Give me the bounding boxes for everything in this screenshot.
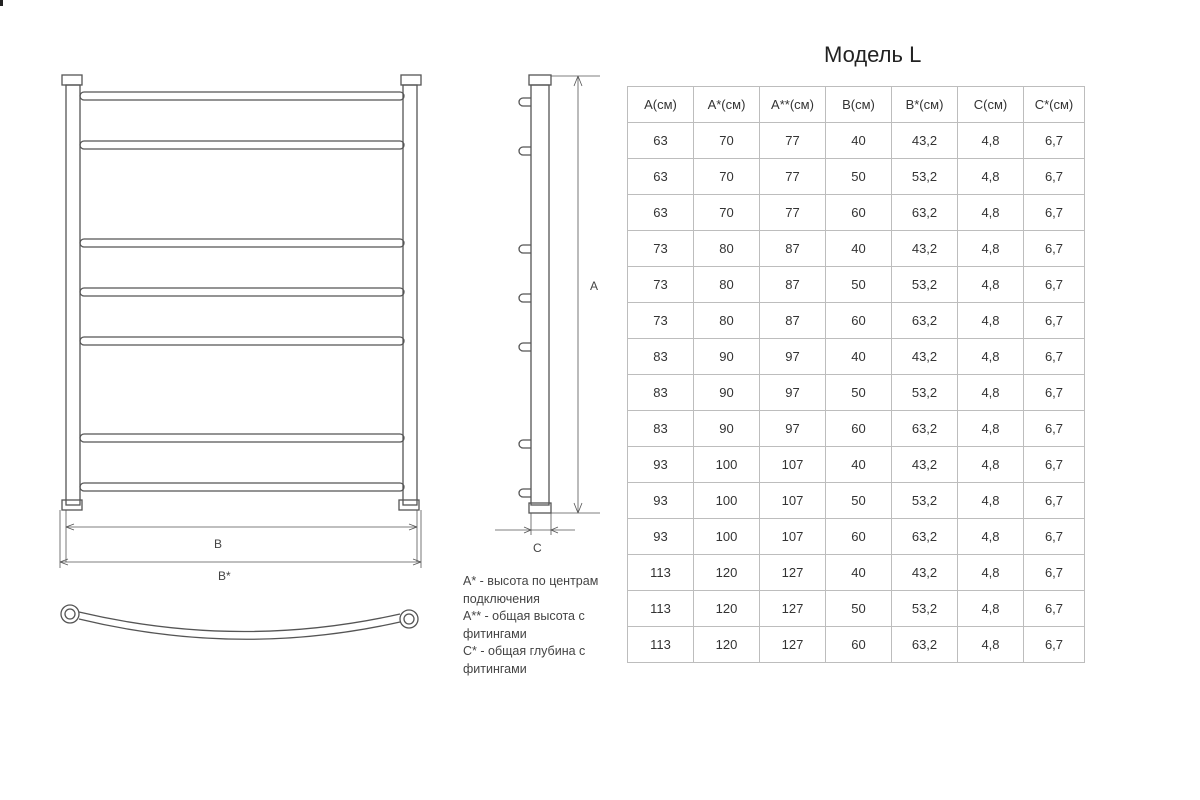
rung [80,483,404,491]
table-cell: 4,8 [958,411,1024,447]
table-cell: 63,2 [892,411,958,447]
table-cell: 50 [826,375,892,411]
column-header: B*(см) [892,87,958,123]
table-row [628,303,1085,339]
table-row [628,591,1085,627]
right-post-cap [401,75,421,85]
rung [80,239,404,247]
table-cell: 4,8 [958,555,1024,591]
table-cell: 6,7 [1024,627,1085,663]
table-row [628,555,1085,591]
table-cell: 40 [826,339,892,375]
table-cell: 100 [694,447,760,483]
table-cell: 40 [826,447,892,483]
table-cell: 63,2 [892,627,958,663]
table-cell: 4,8 [958,339,1024,375]
table-cell: 107 [760,447,826,483]
notes [463,573,628,678]
table-cell: 43,2 [892,447,958,483]
table-cell: 6,7 [1024,447,1085,483]
table-row [628,411,1085,447]
table-cell: 93 [628,483,694,519]
table-cell: 6,7 [1024,123,1085,159]
column-header: C*(см) [1024,87,1085,123]
table-row [628,627,1085,663]
table-cell: 63 [628,123,694,159]
table-cell: 6,7 [1024,195,1085,231]
table-cell: 73 [628,267,694,303]
table-cell: 60 [826,411,892,447]
table-cell: 50 [826,159,892,195]
table-cell: 4,8 [958,267,1024,303]
table-cell: 6,7 [1024,519,1085,555]
table-header-row [628,87,1085,123]
table-cell: 53,2 [892,267,958,303]
column-header: A*(см) [694,87,760,123]
table-cell: 87 [760,303,826,339]
left-post-cap [62,75,82,85]
table-cell: 93 [628,447,694,483]
table-cell: 6,7 [1024,159,1085,195]
table-cell: 6,7 [1024,555,1085,591]
table-cell: 43,2 [892,555,958,591]
table-cell: 87 [760,267,826,303]
dim-label-a: A [590,279,599,293]
table-cell: 6,7 [1024,339,1085,375]
table-cell: 120 [694,591,760,627]
table-cell: 4,8 [958,375,1024,411]
table-cell: 127 [760,555,826,591]
rungs [80,92,404,491]
table-cell: 73 [628,303,694,339]
table-cell: 113 [628,627,694,663]
table-cell: 4,8 [958,231,1024,267]
note-c-star: C* - общая глубина с фитингами [463,644,586,676]
table-cell: 6,7 [1024,267,1085,303]
table-row [628,375,1085,411]
table-cell: 6,7 [1024,483,1085,519]
rung [80,141,404,149]
table-row [628,159,1085,195]
table-cell: 4,8 [958,483,1024,519]
table-cell: 63,2 [892,303,958,339]
table-cell: 50 [826,267,892,303]
spec-table [627,86,1085,663]
table-cell: 63 [628,159,694,195]
table-cell: 97 [760,375,826,411]
table-cell: 90 [694,339,760,375]
dim-label-b: B [214,537,223,551]
table-cell: 80 [694,303,760,339]
table-cell: 4,8 [958,519,1024,555]
table-cell: 127 [760,627,826,663]
table-cell: 127 [760,591,826,627]
table-cell: 70 [694,159,760,195]
table-cell: 80 [694,231,760,267]
table-cell: 83 [628,375,694,411]
table-cell: 73 [628,231,694,267]
table-cell: 60 [826,195,892,231]
table-cell: 77 [760,123,826,159]
rung [80,337,404,345]
table-cell: 90 [694,375,760,411]
table-cell: 77 [760,195,826,231]
table-cell: 6,7 [1024,303,1085,339]
table-cell: 4,8 [958,627,1024,663]
table-cell: 40 [826,555,892,591]
table-cell: 53,2 [892,375,958,411]
note-a-double-star: A** - общая высота с фитингами [463,609,585,641]
column-header: A(см) [628,87,694,123]
rung [80,288,404,296]
table-cell: 53,2 [892,591,958,627]
table-cell: 6,7 [1024,411,1085,447]
column-header: B(см) [826,87,892,123]
table-cell: 53,2 [892,159,958,195]
table-cell: 80 [694,267,760,303]
table-cell: 60 [826,303,892,339]
table-cell: 6,7 [1024,591,1085,627]
table-cell: 60 [826,627,892,663]
table-cell: 83 [628,339,694,375]
side-view [495,75,600,535]
column-header: C(см) [958,87,1024,123]
table-cell: 4,8 [958,447,1024,483]
table-cell: 93 [628,519,694,555]
table-cell: 77 [760,159,826,195]
table-cell: 63,2 [892,195,958,231]
table-cell: 97 [760,411,826,447]
table-cell: 53,2 [892,483,958,519]
table-cell: 113 [628,591,694,627]
dim-label-bstar: B* [218,569,231,583]
model-title: Модель L [824,42,922,67]
table-body [628,123,1085,663]
table-cell: 4,8 [958,159,1024,195]
table-cell: 100 [694,519,760,555]
table-cell: 4,8 [958,123,1024,159]
table-cell: 70 [694,195,760,231]
table-cell: 43,2 [892,339,958,375]
table-cell: 70 [694,123,760,159]
table-row [628,231,1085,267]
table-cell: 50 [826,483,892,519]
note-a-star: A* - высота по центрам подключения [463,574,599,606]
right-post [403,85,417,505]
table-row [628,267,1085,303]
column-header: A**(см) [760,87,826,123]
table-cell: 97 [760,339,826,375]
rung [80,434,404,442]
table-cell: 100 [694,483,760,519]
table-row [628,195,1085,231]
table-cell: 6,7 [1024,231,1085,267]
table-cell: 63 [628,195,694,231]
table-cell: 90 [694,411,760,447]
table-row [628,123,1085,159]
rung [80,92,404,100]
table-cell: 120 [694,555,760,591]
table-row [628,483,1085,519]
table-cell: 4,8 [958,303,1024,339]
table-cell: 43,2 [892,231,958,267]
table-cell: 43,2 [892,123,958,159]
dim-label-c: C [533,541,542,555]
table-cell: 87 [760,231,826,267]
table-cell: 113 [628,555,694,591]
table-cell: 4,8 [958,591,1024,627]
table-row [628,447,1085,483]
table-cell: 40 [826,231,892,267]
table-cell: 107 [760,483,826,519]
table-cell: 107 [760,519,826,555]
table-cell: 40 [826,123,892,159]
top-view [61,605,418,639]
table-cell: 50 [826,591,892,627]
table-cell: 63,2 [892,519,958,555]
table-cell: 120 [694,627,760,663]
table-cell: 60 [826,519,892,555]
table-cell: 6,7 [1024,375,1085,411]
table-row [628,519,1085,555]
table-row [628,339,1085,375]
table-cell: 4,8 [958,195,1024,231]
left-post [66,85,80,505]
table-cell: 83 [628,411,694,447]
